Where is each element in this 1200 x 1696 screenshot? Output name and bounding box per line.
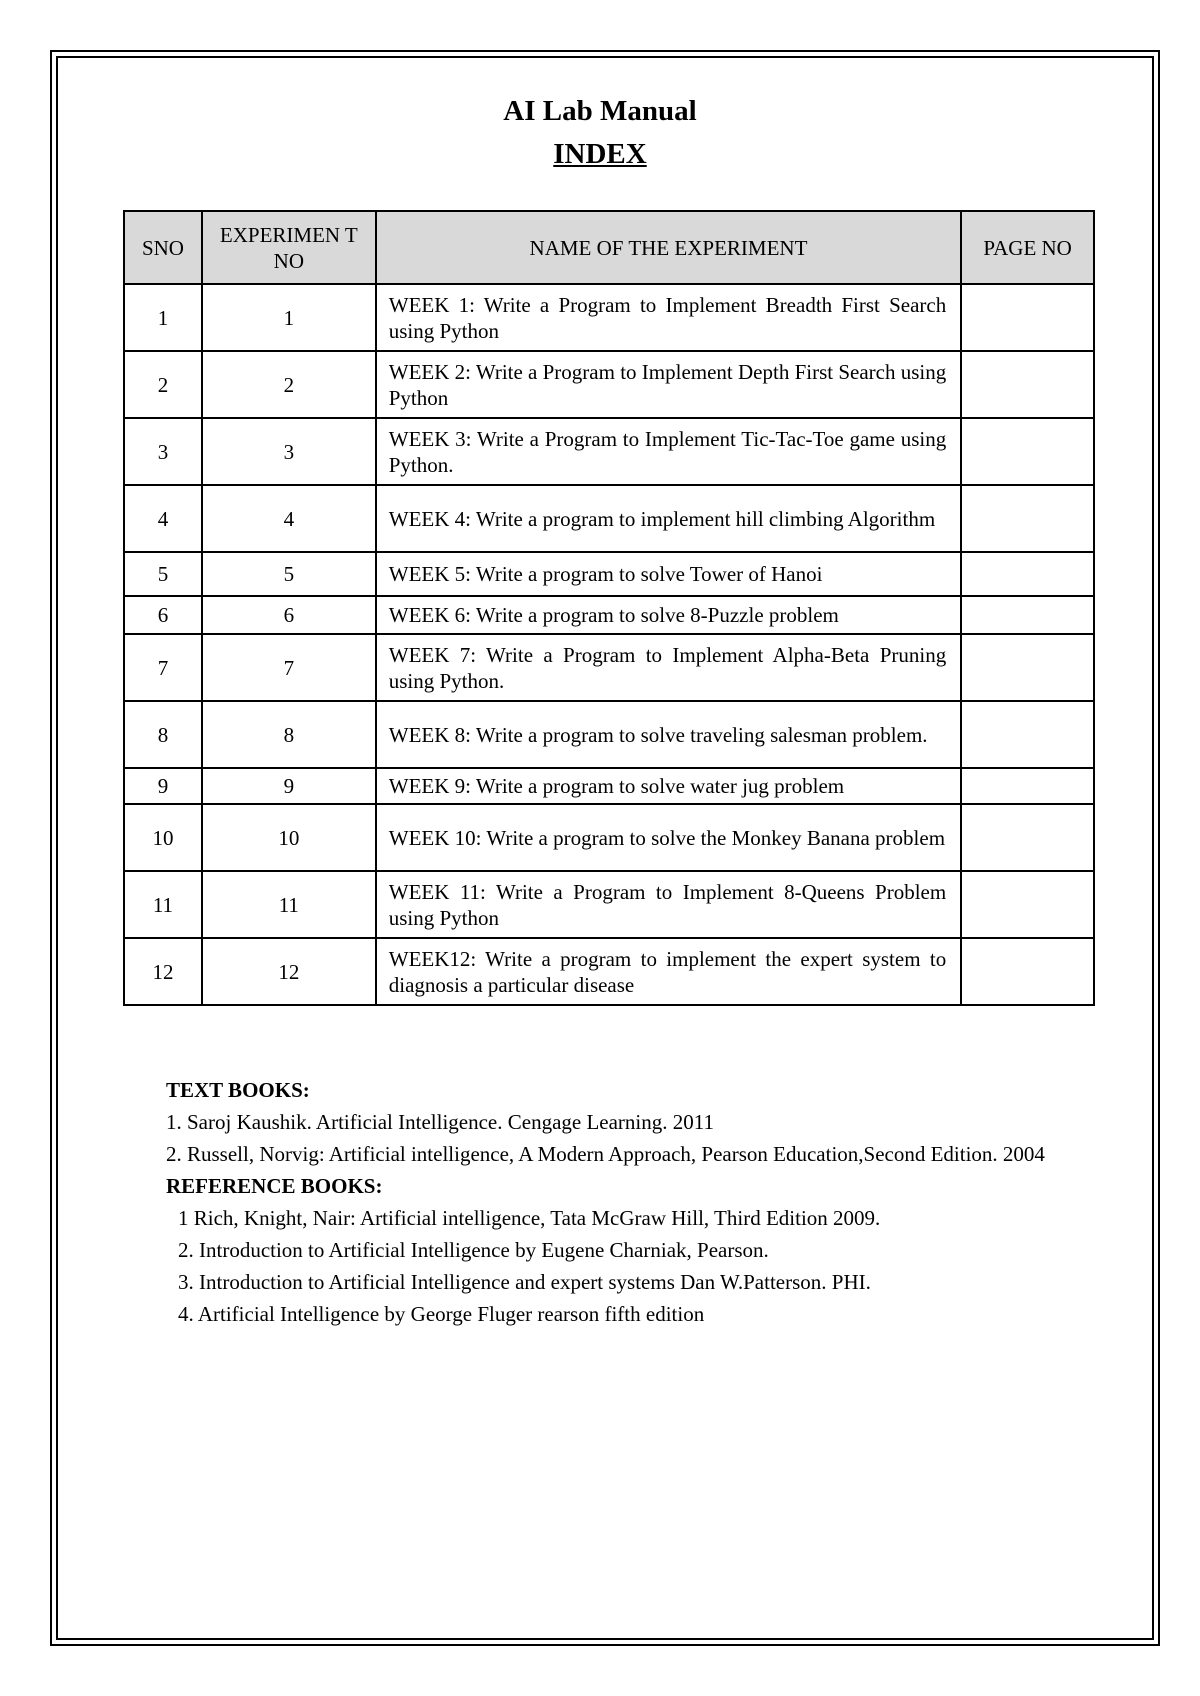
cell-experiment-no: 7 (202, 634, 376, 701)
index-heading: INDEX (553, 138, 647, 170)
text-book-item: 1. Saroj Kaushik. Artificial Intelligence. Cengage Learning. 2011 (166, 1110, 714, 1134)
cell-experiment-name: WEEK 9: Write a program to solve water jug problem (376, 768, 961, 804)
table-row (124, 938, 1094, 1005)
cell-sno: 1 (124, 284, 202, 351)
books-section (166, 1074, 1066, 1330)
cell-experiment-no: 4 (202, 485, 376, 552)
document-title: AI Lab Manual (503, 95, 697, 127)
cell-page-no (961, 418, 1094, 485)
header-experiment-no: EXPERIMEN T NO (202, 211, 376, 284)
cell-experiment-name: WEEK 3: Write a Program to Implement Tic-Tac-Toe game using Python. (376, 418, 961, 485)
cell-experiment-name: WEEK 1: Write a Program to Implement Breadth First Search using Python (376, 284, 961, 351)
cell-experiment-no: 1 (202, 284, 376, 351)
index-table (123, 210, 1095, 1006)
reference-books-heading: REFERENCE BOOKS: (166, 1174, 383, 1198)
cell-sno: 7 (124, 634, 202, 701)
cell-page-no (961, 596, 1094, 634)
cell-experiment-no: 11 (202, 871, 376, 938)
cell-page-no (961, 284, 1094, 351)
cell-experiment-no: 10 (202, 804, 376, 871)
cell-sno: 2 (124, 351, 202, 418)
cell-experiment-name: WEEK 10: Write a program to solve the Monkey Banana problem (376, 804, 961, 871)
table-row (124, 701, 1094, 768)
cell-page-no (961, 804, 1094, 871)
table-row (124, 596, 1094, 634)
cell-page-no (961, 768, 1094, 804)
cell-page-no (961, 938, 1094, 1005)
cell-page-no (961, 871, 1094, 938)
cell-experiment-name: WEEK 5: Write a program to solve Tower of Hanoi (376, 552, 961, 596)
cell-page-no (961, 552, 1094, 596)
reference-book-item: 3. Introduction to Artificial Intelligence and expert systems Dan W.Patterson. PHI. (178, 1270, 871, 1294)
cell-experiment-no: 6 (202, 596, 376, 634)
cell-experiment-no: 9 (202, 768, 376, 804)
cell-sno: 4 (124, 485, 202, 552)
cell-sno: 9 (124, 768, 202, 804)
cell-experiment-no: 5 (202, 552, 376, 596)
table-header-row (124, 211, 1094, 284)
table-row (124, 634, 1094, 701)
cell-experiment-name: WEEK 4: Write a program to implement hill climbing Algorithm (376, 485, 961, 552)
reference-book-item: 4. Artificial Intelligence by George Fluger rearson fifth edition (178, 1302, 705, 1326)
cell-sno: 11 (124, 871, 202, 938)
cell-sno: 12 (124, 938, 202, 1005)
cell-sno: 3 (124, 418, 202, 485)
table-row (124, 284, 1094, 351)
table-row (124, 351, 1094, 418)
header-page-no: PAGE NO (961, 211, 1094, 284)
text-book-item: 2. Russell, Norvig: Artificial intelligence, A Modern Approach, Pearson Education,Second Edition. 2004 (166, 1142, 1045, 1166)
reference-book-item: 1 Rich, Knight, Nair: Artificial intelligence, Tata McGraw Hill, Third Edition 2009. (178, 1206, 881, 1230)
reference-book-item: 2. Introduction to Artificial Intelligence by Eugene Charniak, Pearson. (178, 1238, 769, 1262)
cell-sno: 5 (124, 552, 202, 596)
cell-experiment-name: WEEK 7: Write a Program to Implement Alpha-Beta Pruning using Python. (376, 634, 961, 701)
cell-page-no (961, 351, 1094, 418)
table-row (124, 871, 1094, 938)
cell-experiment-name: WEEK12: Write a program to implement the expert system to diagnosis a particular disease (376, 938, 961, 1005)
table-row (124, 552, 1094, 596)
cell-experiment-no: 8 (202, 701, 376, 768)
cell-experiment-no: 3 (202, 418, 376, 485)
text-books-heading: TEXT BOOKS: (166, 1078, 310, 1102)
cell-experiment-name: WEEK 8: Write a program to solve traveling salesman problem. (376, 701, 961, 768)
cell-experiment-no: 2 (202, 351, 376, 418)
cell-experiment-name: WEEK 11: Write a Program to Implement 8-Queens Problem using Python (376, 871, 961, 938)
cell-page-no (961, 485, 1094, 552)
cell-page-no (961, 634, 1094, 701)
table-row (124, 804, 1094, 871)
cell-sno: 6 (124, 596, 202, 634)
table-row (124, 485, 1094, 552)
cell-experiment-name: WEEK 6: Write a program to solve 8-Puzzle problem (376, 596, 961, 634)
table-row (124, 418, 1094, 485)
header-experiment-name: NAME OF THE EXPERIMENT (376, 211, 961, 284)
cell-page-no (961, 701, 1094, 768)
header-sno: SNO (124, 211, 202, 284)
cell-experiment-name: WEEK 2: Write a Program to Implement Depth First Search using Python (376, 351, 961, 418)
cell-sno: 8 (124, 701, 202, 768)
cell-experiment-no: 12 (202, 938, 376, 1005)
table-row (124, 768, 1094, 804)
cell-sno: 10 (124, 804, 202, 871)
